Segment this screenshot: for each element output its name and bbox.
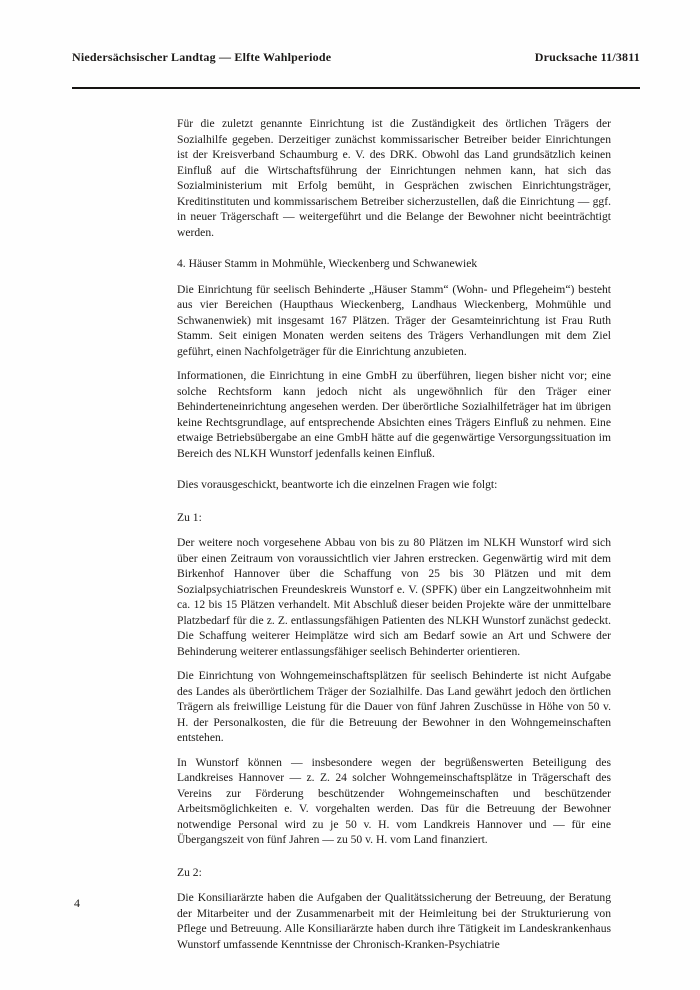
running-head [72,50,640,65]
journal-title: Niedersächsischer Landtag — Elfte Wahlperiode [72,50,332,64]
paragraph-gmbh: Informationen, die Einrichtung in eine GmbH zu überführen, liegen bisher nicht vor; eine solche Rechtsform kann jedoch nicht als ungewöhnlich für den Träger einer Behinderteneinrichtung angesehen werden. Der überörtliche Sozialhilfeträger hat im übrigen keine Rechtsgrundlage, auf entsprechende Absichten eines Trägers Einfluß zu nehmen. Eine etwaige Betriebsübergabe an eine GmbH hätte auf die gegenwärtige Versorgungssituation im Bereich des NLKH Wunstorf jedenfalls keinen Einfluß. [177,369,611,460]
zu-1-heading: Zu 1: [177,510,202,524]
header-rule [72,87,640,89]
page-number: 4 [74,896,80,910]
paragraph-sozialhilfe: Für die zuletzt genannte Einrichtung ist die Zuständigkeit des örtlichen Trägers der Sozialhilfe gegeben. Derzeitiger zunächst kommissarischer Betreiber beider Einrichtungen ist der Kreisverband Schaumburg e. V. des DRK. Obwohl das Land grundsätzlich keinen Einfluß auf die Wirtschaftsführung der Einrichtungen nehmen kann, hat sich das Sozialministerium mit Erfolg bemüht, in Gesprächen zwischen Einrichtungsträger, Kreditinstituten und kommissarischem Betreiber sicherzustellen, daß die Einrichtung — ggf. in neuer Trägerschaft — weitergeführt und die Belange der Bewohner nicht beeinträchtigt werden. [177,117,611,239]
document-number: Drucksache 11/3811 [534,50,640,64]
paragraph-haeuser-stamm: Die Einrichtung für seelisch Behinderte „Häuser Stamm“ (Wohn- und Pflegeheim“) besteht aus vier Bereichen (Haupthaus Wieckenberg, Landhaus Wieckenberg, Mohmühle und Schwanenwiek) mit insgesamt 167 Plätzen. Träger der Gesamteinrichtung ist Frau Ruth Stamm. Seit einigen Monaten werden seitens des Trägers Verhandlungen mit dem Ziel geführt, einen Nachfolgeträger für die Einrichtung anzubieten. [177,282,611,358]
zu-2-heading: Zu 2: [177,865,202,879]
paragraph-zu2-konsiliaraerzte: Die Konsiliarärzte haben die Aufgaben der Qualitätssicherung der Betreuung, der Beratung der Mitarbeiter und der Zusammenarbeit mit der Heimleitung bei der Strukturierung von Pflege und Betreuung. Alle Konsiliarärzte haben durch ihre Tätigkeit im Landeskrankenhaus Wunstorf umfassende Kenntnisse der Chronisch-Kranken-Psychiatrie [177,891,611,951]
paragraph-zu1-wunstorf: In Wunstorf können — insbesondere wegen der begrüßenswerten Beteiligung des Landkreises Hannover — z. Z. 24 solcher Wohngemeinschaftsplätze in Trägerschaft des Vereins zur Förderung beschützender Wohngemeinschaften und beschützender Arbeitsmöglichkeiten e. V. vorgehalten werden. Das für die Betreuung der Bewohner notwendige Personal wird zu je 50 v. H. vom Landkreis Hannover und — für eine Übergangszeit von fünf Jahren — zu 50 v. H. vom Land finanziert. [177,755,611,846]
section-4-heading: 4. Häuser Stamm in Mohmühle, Wieckenberg und Schwanewiek [177,257,478,270]
paragraph-vorausgeschickt: Dies vorausgeschickt, beantworte ich die einzelnen Fragen wie folgt: [177,478,498,491]
paragraph-zu1-wohngemeinschaft: Die Einrichtung von Wohngemeinschaftsplätzen für seelisch Behinderte ist nicht Aufgabe des Landes als überörtlichem Träger der Sozialhilfe. Das Land gewährt jedoch den örtlichen Trägern als freiwillige Leistung für die Dauer von fünf Jahren Zuschüsse in Höhe von 50 v. H. der Personalkosten, die für die Betreuung der Bewohner in den Wohngemeinschaften entstehen. [177,669,611,744]
paragraph-zu1-abbau: Der weitere noch vorgesehene Abbau von bis zu 80 Plätzen im NLKH Wunstorf wird sich über einen Zeitraum von voraussichtlich vier Jahren erstrecken. Gegenwärtig wird mit dem Birkenhof Hannover über die Schaffung von 25 bis 30 Plätzen und mit dem Sozialpsychiatrischen Freundeskreis Wunstorf e. V. (SPFK) über ein Langzeitwohnheim mit ca. 12 bis 15 Plätzen verhandelt. Mit Abschluß dieser beiden Projekte wäre der unmittelbare Platzbedarf für die z. Z. entlassungsfähigen Patienten des NLKH Wunstorf zunächst gedeckt. Die Schaffung weiterer Heimplätze wird sich am Bedarf sowie an Art und Schwere der Behinderung weiterer entlassungsfähiger seelisch Behinderter orientieren. [177,536,611,658]
body-text-column [177,116,611,961]
